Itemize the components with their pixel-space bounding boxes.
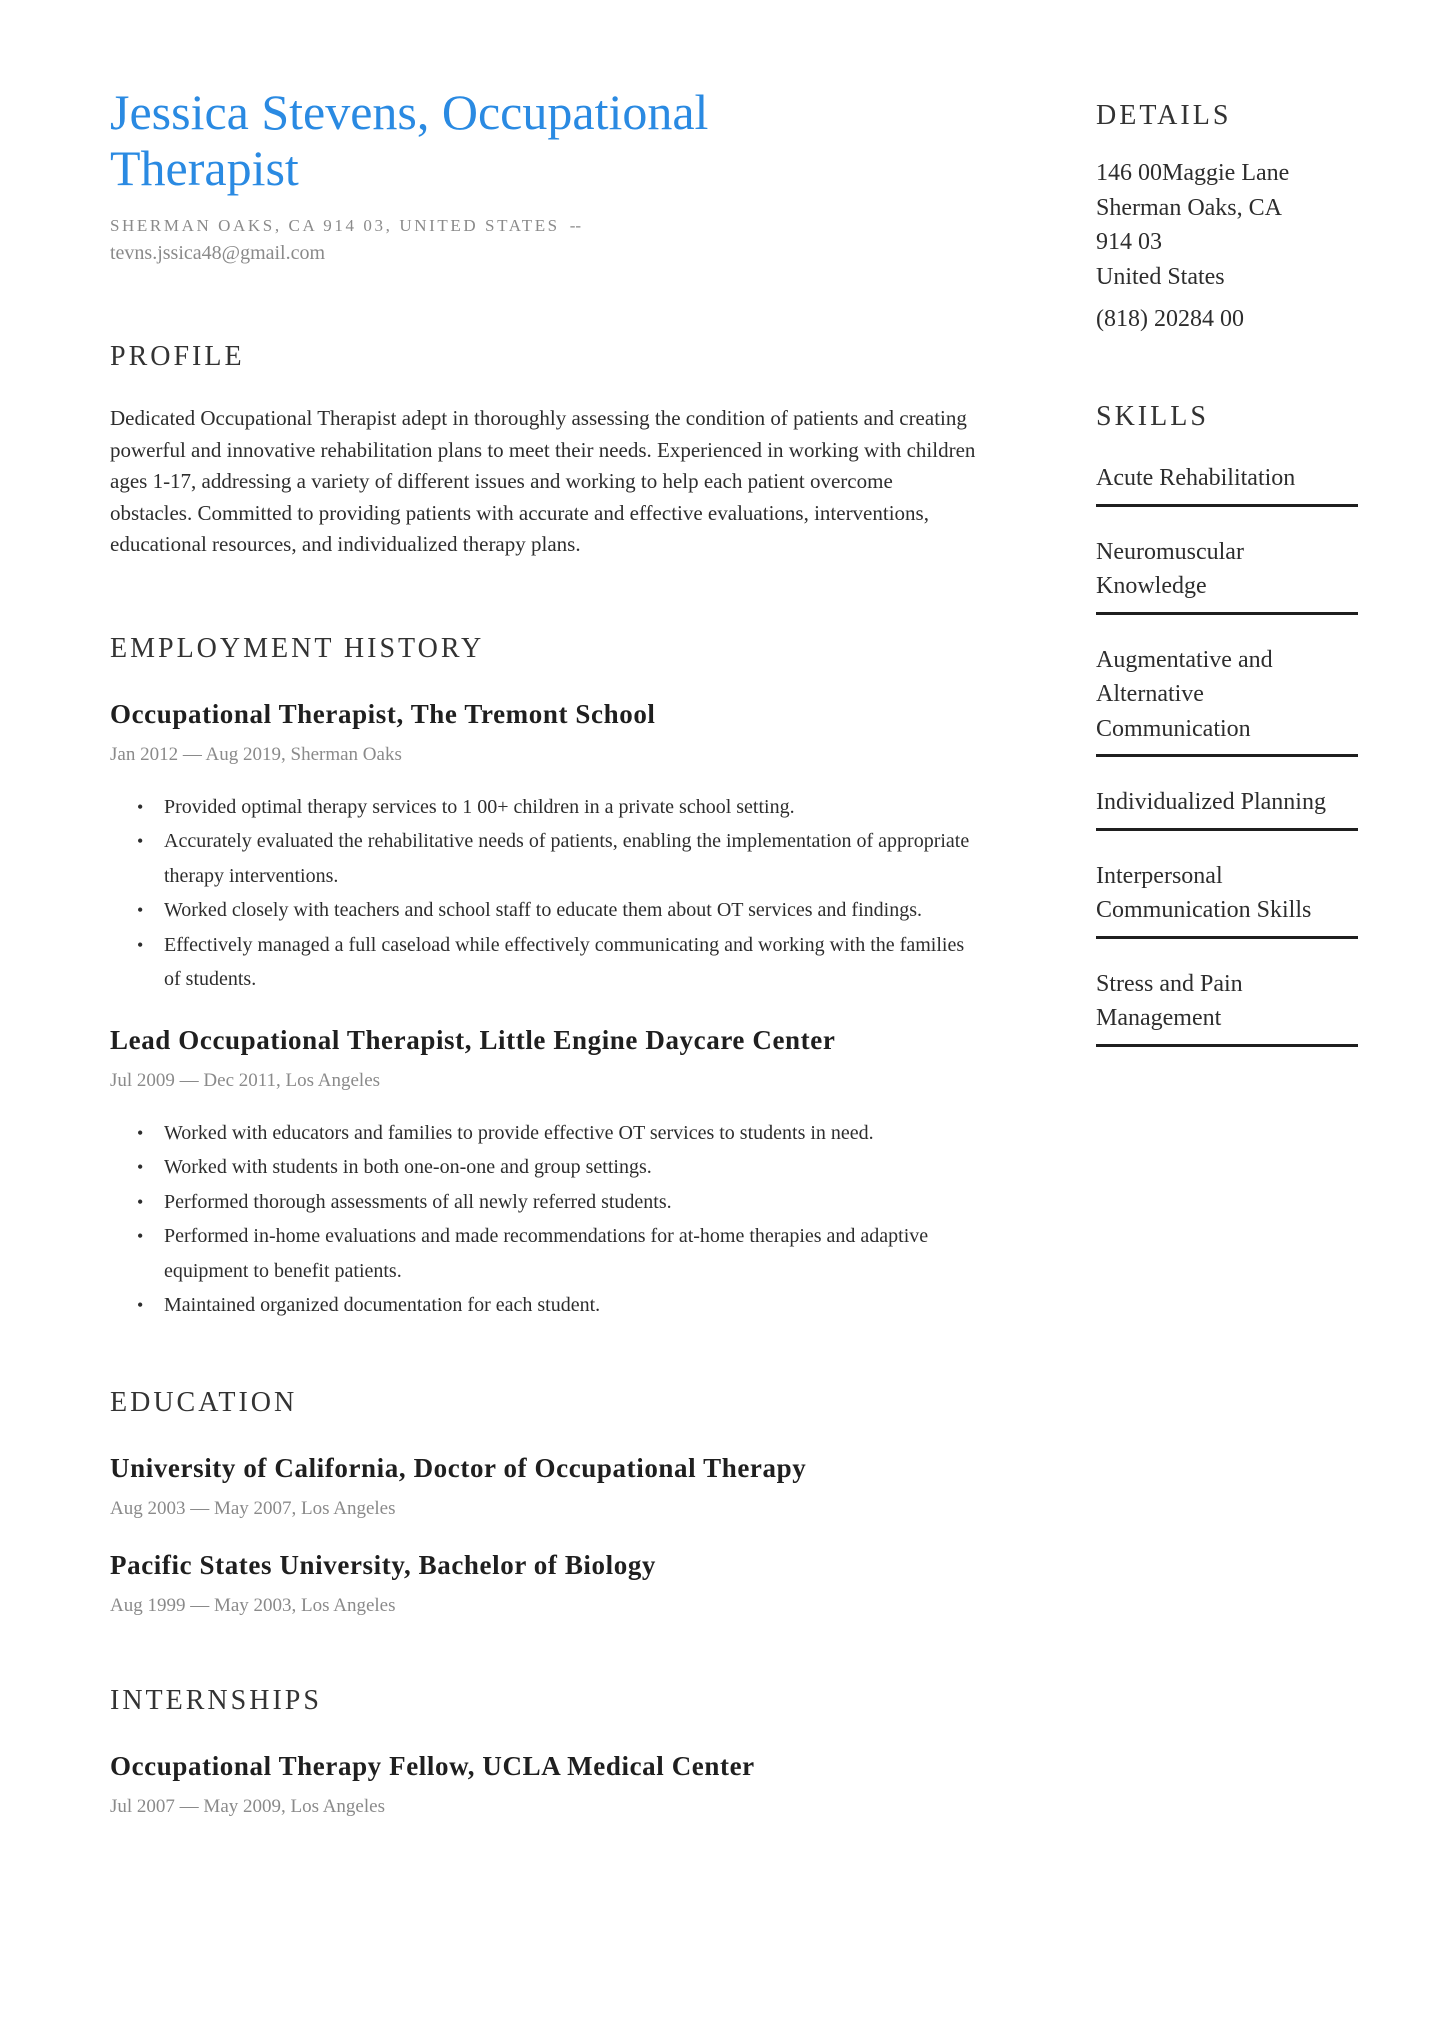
main-column [110,84,980,1818]
education-title: University of California, Doctor of Occupational Therapy [110,1452,807,1483]
skill-item: Individualized Planning [1096,785,1358,831]
education-entry [110,1453,980,1520]
internship-title: Occupational Therapy Fellow, UCLA Medical Center [110,1750,755,1781]
email-link[interactable]: tevns.jssica48@gmail.com [110,242,326,264]
profile-heading: PROFILE [110,341,245,372]
education-meta: Aug 2003 — May 2007, Los Angeles [110,1497,396,1519]
skill-item: Interpersonal Communication Skills [1096,859,1358,939]
job-entry [110,699,980,997]
job-title: Occupational Therapist, The Tremont School [110,698,656,729]
skill-item: Acute Rehabilitation [1096,461,1358,507]
internship-entry [110,1751,980,1818]
resume-name [110,84,980,196]
skill-item: Augmentative and Alternative Communication [1096,643,1358,758]
phone-number[interactable]: (818) 20284 00 [1096,306,1244,332]
skill-item: Stress and Pain Management [1096,967,1358,1047]
name-line-1: Jessica Stevens, Occupational [110,84,709,140]
address-line: Sherman Oaks, CA [1096,194,1282,221]
internships-heading: INTERNSHIPS [110,1684,322,1716]
contact-location [110,216,980,236]
contact-separator: -- [569,216,582,235]
profile-text: Dedicated Occupational Therapist adept in thoroughly assessing the condition of patients and creating powerful and innovative rehabilitation plans to meet their needs. Experienced in working with children ages 1-17, addressing a variety of different issues and working to help each patient overcome obstacles. Committed to providing patients with accurate and effective evaluations, interventions, educational resources, and individualized therapy plans. [110,406,976,556]
skills-heading: SKILLS [1096,401,1209,432]
education-meta: Aug 1999 — May 2003, Los Angeles [110,1594,396,1616]
list-item: • Effectively managed a full caseload while effectively communicating and working with the families of students. [137,933,965,990]
address-line: 914 03 [1096,229,1162,255]
skill-item: Neuromuscular Knowledge [1096,535,1358,615]
education-entry [110,1550,980,1617]
list-item: • Worked with students in both one-on-one and group settings. [137,1156,652,1178]
address-block [1096,156,1358,294]
job-meta: Jan 2012 — Aug 2019, Sherman Oaks [110,743,402,765]
list-item: • Performed thorough assessments of all newly referred students. [137,1190,672,1213]
address-line: 146 00Maggie Lane [1096,160,1290,186]
job-bullets [110,790,980,997]
job-bullets [110,1116,980,1323]
job-title: Lead Occupational Therapist, Little Engine Daycare Center [110,1024,836,1055]
employment-heading: EMPLOYMENT HISTORY [110,632,485,664]
list-item: • Maintained organized documentation for each student. [137,1294,601,1316]
location-text: SHERMAN OAKS, CA 914 03, UNITED STATES [110,216,560,235]
list-item: • Provided optimal therapy services to 1 00+ children in a private school setting. [137,795,795,818]
name-line-2: Therapist [110,140,299,196]
job-meta: Jul 2009 — Dec 2011, Los Angeles [110,1069,381,1091]
education-title: Pacific States University, Bachelor of Biology [110,1549,657,1580]
address-line: United States [1096,263,1225,290]
details-heading: DETAILS [1096,100,1232,131]
list-item: • Accurately evaluated the rehabilitative needs of patients, enabling the implementation of appropriate therapy interventions. [137,830,970,887]
list-item: • Worked with educators and families to provide effective OT services to students in need. [137,1121,874,1144]
list-item: • Performed in-home evaluations and made recommendations for at-home therapies and adaptive equipment to benefit patients. [137,1225,929,1282]
internship-meta: Jul 2007 — May 2009, Los Angeles [110,1795,385,1817]
sidebar-column [1096,100,1358,1047]
education-heading: EDUCATION [110,1386,298,1418]
list-item: • Worked closely with teachers and school staff to educate them about OT services and findings. [137,899,922,921]
job-entry [110,1025,980,1323]
